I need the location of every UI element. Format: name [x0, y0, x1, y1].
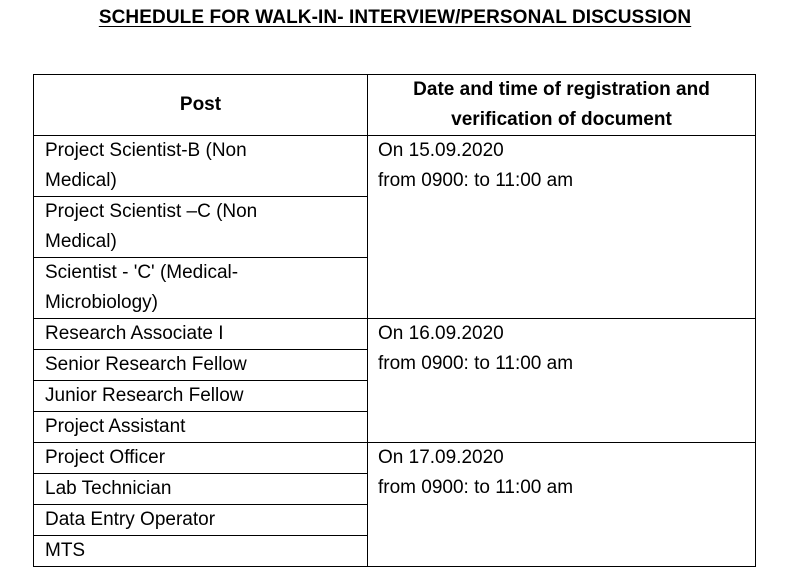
schedule-date: On 17.09.2020 — [378, 447, 504, 468]
post-name: Project Officer — [45, 447, 166, 468]
post-name: Senior Research Fellow — [45, 354, 247, 375]
post-cell — [34, 197, 368, 258]
schedule-date: On 15.09.2020 — [378, 140, 504, 161]
table-row — [34, 136, 756, 197]
table-header-row — [34, 75, 756, 136]
header-date-line2: verification of document — [451, 109, 672, 130]
post-name: MTS — [45, 540, 86, 561]
post-cell — [34, 136, 368, 197]
post-cell — [34, 319, 368, 350]
schedule-table — [33, 74, 756, 567]
post-name-cont: Microbiology) — [45, 292, 158, 313]
post-name: Project Scientist-B (Non — [45, 140, 247, 161]
schedule-time: from 0900: to 11:00 am — [378, 477, 574, 498]
post-name-cont: Medical) — [45, 231, 117, 252]
post-name: Scientist - 'C' (Medical- — [45, 262, 239, 283]
post-cell — [34, 443, 368, 474]
post-cell — [34, 412, 368, 443]
schedule-date: On 16.09.2020 — [378, 323, 504, 344]
schedule-time: from 0900: to 11:00 am — [378, 353, 574, 374]
schedule-cell — [368, 136, 756, 319]
schedule-cell — [368, 319, 756, 443]
header-date-line1: Date and time of registration and — [413, 79, 710, 100]
post-name-cont: Medical) — [45, 170, 117, 191]
table-row — [34, 319, 756, 350]
post-cell — [34, 381, 368, 412]
page-title: SCHEDULE FOR WALK-IN- INTERVIEW/PERSONAL DISCUSSION — [98, 7, 692, 28]
post-cell — [34, 474, 368, 505]
header-post: Post — [34, 75, 368, 136]
post-name: Junior Research Fellow — [45, 385, 244, 406]
post-name: Project Scientist –C (Non — [45, 201, 258, 222]
post-cell — [34, 258, 368, 319]
table-row — [34, 443, 756, 474]
post-cell — [34, 350, 368, 381]
post-name: Research Associate I — [45, 323, 224, 344]
post-name: Lab Technician — [45, 478, 172, 499]
schedule-time: from 0900: to 11:00 am — [378, 170, 574, 191]
schedule-cell — [368, 443, 756, 567]
post-cell — [34, 505, 368, 536]
post-name: Data Entry Operator — [45, 509, 216, 530]
post-cell — [34, 536, 368, 567]
post-name: Project Assistant — [45, 416, 186, 437]
header-date-time — [368, 75, 756, 136]
